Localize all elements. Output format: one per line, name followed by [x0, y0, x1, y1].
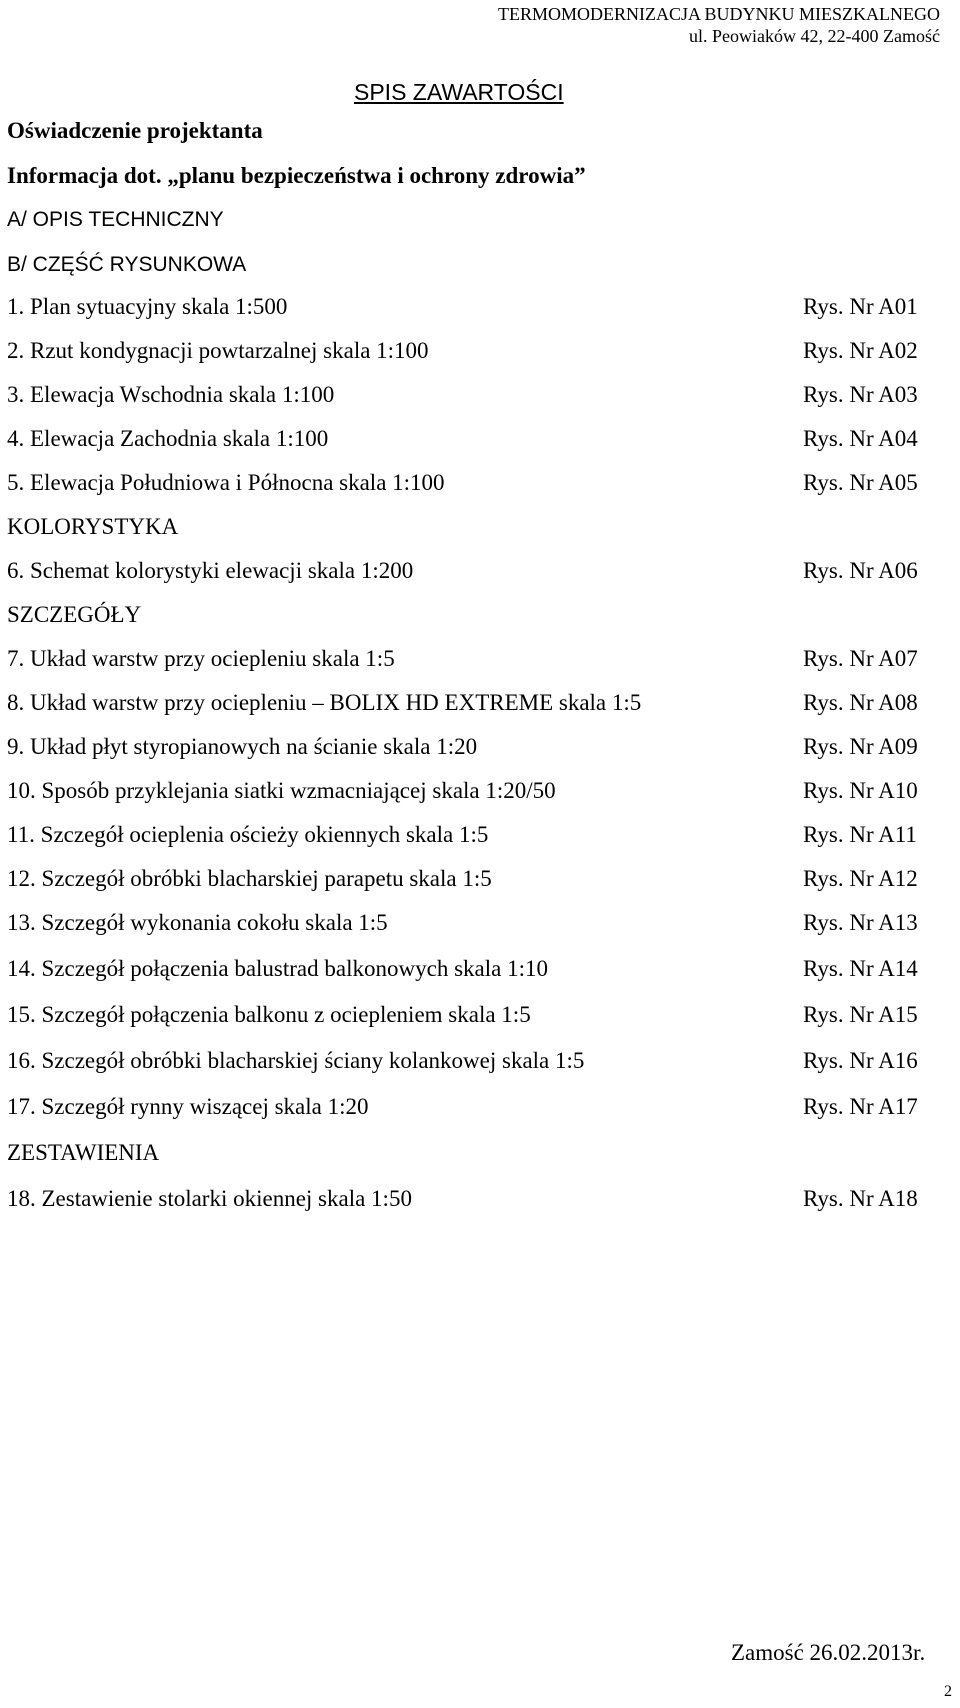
toc-entry-ref: Rys. Nr A02	[803, 338, 918, 363]
toc-entry-ref: Rys. Nr A12	[803, 866, 918, 891]
toc-entry-label: 17. Szczegół rynny wiszącej skala 1:20	[7, 1094, 369, 1119]
toc-entry-label: 8. Układ warstw przy ociepleniu – BOLIX HD EXTREME skala 1:5	[7, 690, 642, 715]
toc-entry-label: A/ OPIS TECHNICZNY	[7, 208, 224, 231]
toc-entry	[7, 646, 937, 676]
header-title: TERMOMODERNIZACJA BUDYNKU MIESZKALNEGO	[498, 4, 940, 24]
toc-entry	[7, 1094, 937, 1124]
toc-entry-ref: Rys. Nr A04	[803, 426, 918, 451]
toc-section-schedules	[7, 1140, 937, 1170]
toc-entry	[7, 470, 937, 500]
toc-entry-ref: Rys. Nr A17	[803, 1094, 918, 1119]
toc-entry-label: 18. Zestawienie stolarki okiennej skala 1:50	[7, 1186, 412, 1211]
toc-entry-label: 13. Szczegół wykonania cokołu skala 1:5	[7, 910, 388, 935]
place-date: Zamość 26.02.2013r.	[731, 1640, 926, 1665]
toc-entry-ref: Rys. Nr A10	[803, 778, 918, 803]
toc-entry-ref: Rys. Nr A16	[803, 1048, 918, 1073]
toc-entry-label: 14. Szczegół połączenia balustrad balkonowych skala 1:10	[7, 956, 548, 981]
toc-entry	[7, 866, 937, 896]
toc-entry	[7, 690, 937, 720]
toc-entry-ref: Rys. Nr A18	[803, 1186, 918, 1211]
toc-entry-safety-plan	[7, 163, 937, 193]
toc-section-drawings	[7, 253, 937, 283]
toc-entry	[7, 558, 937, 588]
toc-entry-label: 15. Szczegół połączenia balkonu z ociepleniem skala 1:5	[7, 1002, 531, 1027]
toc-entry-label: 16. Szczegół obróbki blacharskiej ściany kolankowej skala 1:5	[7, 1048, 585, 1073]
toc-entry	[7, 382, 937, 412]
page-number: 2	[944, 1683, 952, 1700]
toc-entry-ref: Rys. Nr A09	[803, 734, 918, 759]
toc-entry-label: 2. Rzut kondygnacji powtarzalnej skala 1:100	[7, 338, 429, 363]
toc-entry	[7, 1186, 937, 1216]
toc-entry-label: 1. Plan sytuacyjny skala 1:500	[7, 294, 288, 319]
toc-entry-ref: Rys. Nr A01	[803, 294, 918, 319]
toc-entry	[7, 338, 937, 368]
toc-entry-label: SZCZEGÓŁY	[7, 602, 142, 627]
toc-entry-ref: Rys. Nr A06	[803, 558, 918, 583]
toc-entry-label: B/ CZĘŚĆ RYSUNKOWA	[7, 253, 247, 276]
toc-entry	[7, 910, 937, 940]
toc-entry	[7, 734, 937, 764]
toc-entry-label: 12. Szczegół obróbki blacharskiej parapetu skala 1:5	[7, 866, 492, 891]
toc-entry-ref: Rys. Nr A08	[803, 690, 918, 715]
toc-entry	[7, 426, 937, 456]
toc-entry-ref: Rys. Nr A13	[803, 910, 918, 935]
toc-entry	[7, 1048, 937, 1078]
toc-entry	[7, 1002, 937, 1032]
toc-entry	[7, 778, 937, 808]
toc-entry-label: 5. Elewacja Południowa i Północna skala 1:100	[7, 470, 445, 495]
toc-entry-ref: Rys. Nr A03	[803, 382, 918, 407]
toc-entry-label: Oświadczenie projektanta	[7, 118, 263, 143]
toc-entry-label: 11. Szczegół ocieplenia ościeży okiennych skala 1:5	[7, 822, 489, 847]
toc-entry-ref: Rys. Nr A11	[803, 822, 917, 847]
toc-entry-statement	[7, 118, 937, 148]
toc-entry-label: 10. Sposób przyklejania siatki wzmacniającej skala 1:20/50	[7, 778, 556, 803]
toc-entry-label: 4. Elewacja Zachodnia skala 1:100	[7, 426, 329, 451]
toc-entry-label: Informacja dot. „planu bezpieczeństwa i ochrony zdrowia”	[7, 163, 586, 188]
toc-entry-ref: Rys. Nr A07	[803, 646, 918, 671]
toc-entry-ref: Rys. Nr A14	[803, 956, 918, 981]
toc-entry	[7, 294, 937, 324]
toc-entry-ref: Rys. Nr A15	[803, 1002, 918, 1027]
toc-section-color	[7, 514, 937, 544]
toc-entry-label: 3. Elewacja Wschodnia skala 1:100	[7, 382, 335, 407]
toc-entry-label: KOLORYSTYKA	[7, 514, 179, 539]
toc-entry-label: 7. Układ warstw przy ociepleniu skala 1:5	[7, 646, 395, 671]
header-address: ul. Peowiaków 42, 22-400 Zamość	[689, 26, 940, 46]
page-title: SPIS ZAWARTOŚCI	[354, 79, 564, 105]
toc-entry-ref: Rys. Nr A05	[803, 470, 918, 495]
toc-entry	[7, 956, 937, 986]
toc-entry-label: ZESTAWIENIA	[7, 1140, 160, 1165]
toc-entry	[7, 822, 937, 852]
toc-entry-label: 9. Układ płyt styropianowych na ścianie skala 1:20	[7, 734, 478, 759]
toc-entry-label: 6. Schemat kolorystyki elewacji skala 1:200	[7, 558, 414, 583]
toc-section-details	[7, 602, 937, 632]
toc-section-technical	[7, 208, 937, 238]
